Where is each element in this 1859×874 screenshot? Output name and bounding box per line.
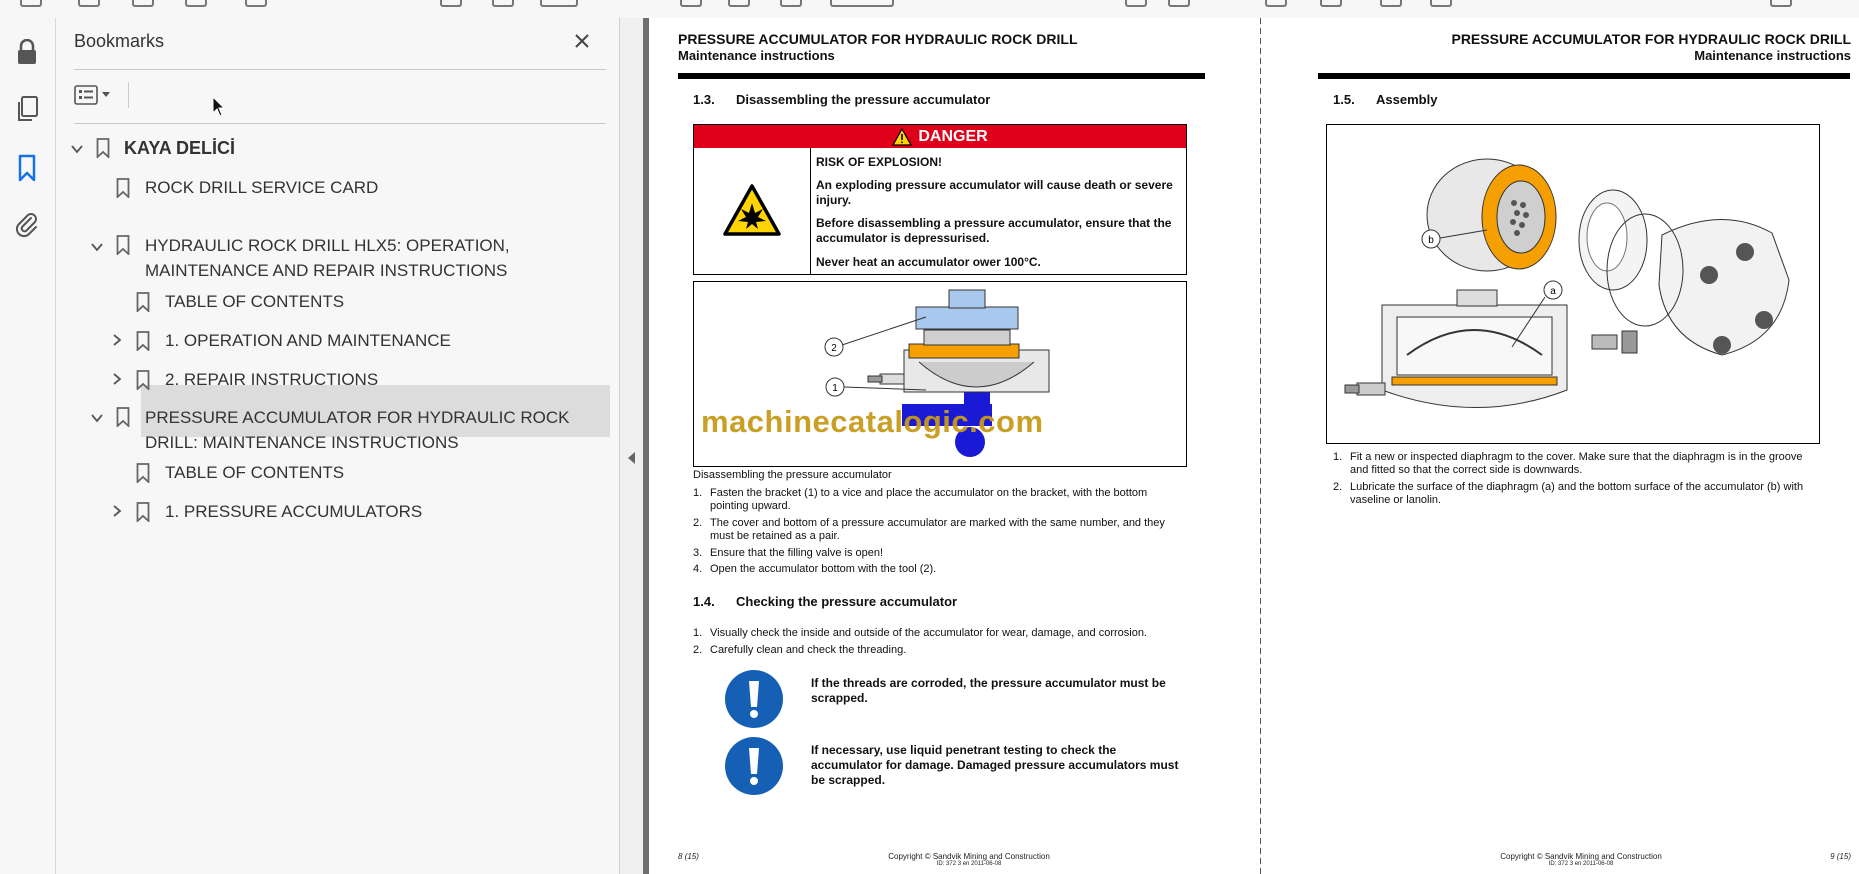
zoom-in-icon[interactable] — [780, 0, 802, 7]
options-button[interactable] — [74, 80, 120, 110]
bookmark-item[interactable]: 2. REPAIR INSTRUCTIONS — [165, 370, 379, 389]
list-item — [1333, 481, 1823, 507]
comment-icon[interactable] — [1125, 0, 1147, 7]
star-icon[interactable] — [78, 0, 100, 7]
page-header-subtitle: Maintenance instructions — [1694, 48, 1851, 63]
list-item — [693, 517, 1185, 543]
danger-line: Before disassembling a pressure accumulator, ensure that the accumulator is depressurised. — [816, 216, 1172, 245]
print-icon[interactable] — [132, 0, 154, 7]
more-tools-icon[interactable] — [1380, 0, 1402, 7]
figure-assembly — [1326, 124, 1820, 444]
danger-line: Never heat an accumulator ower 100°C. — [816, 255, 1041, 269]
bookmark-flag-icon — [136, 292, 150, 312]
danger-label: DANGER — [918, 127, 988, 145]
list-text: Fasten the bracket (1) to a vice and place the accumulator on the bracket, with the bottom pointing upward. — [710, 487, 1148, 512]
divider — [128, 82, 129, 108]
list-text: Fit a new or inspected diaphragm to the cover. Make sure that the diaphragm is in the groove and fitted so that the correct side is downwards. — [1350, 451, 1803, 476]
footer-copyright: Copyright © Sandvik Mining and Construction — [888, 852, 1050, 861]
bookmark-flag-icon — [136, 370, 150, 390]
bookmark-flag-icon — [116, 178, 130, 198]
bookmark-item[interactable]: 1. OPERATION AND MAINTENANCE — [165, 331, 451, 350]
divider — [74, 123, 606, 124]
left-rail — [0, 18, 56, 874]
bookmark-item[interactable]: HYDRAULIC ROCK DRILL HLX5: OPERATION, MAINTENANCE AND REPAIR INSTRUCTIONS — [145, 236, 510, 280]
window-icon[interactable] — [1770, 0, 1792, 7]
section-number: 1.4. — [693, 594, 715, 609]
page-header-title: PRESSURE ACCUMULATOR FOR HYDRAULIC ROCK DRILL — [1451, 31, 1851, 47]
bookmark-flag-icon — [116, 407, 130, 427]
page-header-subtitle: Maintenance instructions — [678, 48, 835, 63]
section-title: Disassembling the pressure accumulator — [736, 92, 991, 107]
bookmark-flag-icon — [136, 502, 150, 522]
callout-label: a — [1550, 286, 1556, 297]
header-rule — [1318, 73, 1850, 79]
section-number: 1.5. — [1333, 92, 1355, 107]
danger-line: RISK OF EXPLOSION! — [816, 155, 943, 169]
chevron-right-icon[interactable] — [110, 333, 124, 347]
list-item — [693, 547, 1185, 560]
page-header-title: PRESSURE ACCUMULATOR FOR HYDRAULIC ROCK DRILL — [678, 31, 1078, 47]
bookmark-flag-icon — [136, 463, 150, 483]
save-icon[interactable] — [185, 0, 207, 7]
paperclip-icon[interactable] — [13, 210, 41, 238]
note-text: If necessary, use liquid penetrant testing to check the accumulator for damage. Damaged pressure accumulators must be scrapped. — [811, 743, 1179, 787]
header-rule — [678, 73, 1205, 79]
chevron-right-icon[interactable] — [110, 504, 124, 518]
bookmark-icon[interactable] — [13, 154, 41, 182]
section-number: 1.3. — [693, 92, 715, 107]
list-text: Carefully clean and check the threading. — [710, 644, 907, 656]
bookmark-item[interactable]: 1. PRESSURE ACCUMULATORS — [165, 502, 423, 521]
search-icon[interactable] — [245, 0, 267, 7]
chevron-down-icon[interactable] — [90, 411, 104, 425]
list-number: 3. — [693, 547, 703, 559]
nav-down-icon[interactable] — [492, 0, 514, 7]
lock-icon[interactable] — [13, 38, 41, 66]
footer-id: ID: 372 3 en 2011-06-08 — [1548, 861, 1614, 867]
figure-caption: Disassembling the pressure accumulator — [693, 469, 892, 481]
nav-up-icon[interactable] — [440, 0, 462, 7]
section-title: Checking the pressure accumulator — [736, 594, 958, 609]
chevron-down-icon[interactable] — [70, 142, 84, 156]
page-number: 9 (15) — [1830, 852, 1851, 861]
fill-sign-icon[interactable] — [1265, 0, 1287, 7]
footer-copyright: Copyright © Sandvik Mining and Construction — [1500, 852, 1662, 861]
page-number: 8 (15) — [678, 852, 699, 861]
list-number: 1. — [1333, 451, 1343, 463]
danger-header — [694, 125, 1186, 148]
list-text: Ensure that the filling valve is open! — [710, 547, 884, 559]
list-item — [693, 563, 1185, 576]
options-icon — [74, 85, 98, 105]
callout-label: b — [1428, 235, 1434, 246]
toolbar-icon[interactable] — [20, 0, 42, 7]
accumulator-assembly-drawing — [1327, 125, 1819, 443]
mandatory-action-icon — [725, 670, 783, 728]
bookmark-flag-icon — [136, 331, 150, 351]
list-number: 4. — [693, 563, 703, 575]
page-input[interactable] — [540, 0, 578, 7]
draw-icon[interactable] — [1168, 0, 1190, 7]
danger-separator — [810, 148, 811, 274]
list-number: 1. — [693, 487, 703, 499]
watermark: machinecatalogic.com — [701, 404, 1044, 439]
warning-icon — [892, 128, 912, 146]
zoom-field[interactable] — [830, 0, 894, 7]
bookmark-flag-icon — [116, 235, 130, 255]
bookmark-item[interactable]: TABLE OF CONTENTS — [165, 463, 345, 482]
explosion-warning-icon — [722, 183, 782, 237]
zoom-out-icon[interactable] — [728, 0, 750, 7]
chevron-right-icon[interactable] — [110, 372, 124, 386]
divider — [74, 69, 606, 70]
list-text: Lubricate the surface of the diaphragm (a) and the bottom surface of the accumulator (b) with vaseline or lanolin. — [1350, 481, 1804, 506]
collapse-panel-icon[interactable] — [628, 452, 636, 464]
document-page-8 — [649, 18, 1260, 874]
footer-id: ID: 372 3 en 2011-06-08 — [936, 861, 1002, 867]
list-item — [693, 644, 1185, 657]
toolbar-strip — [0, 0, 1859, 19]
list-number: 2. — [693, 517, 703, 529]
share-icon[interactable] — [1320, 0, 1342, 7]
danger-box — [693, 124, 1187, 275]
list-number: 2. — [1333, 481, 1343, 493]
pages-icon[interactable] — [13, 95, 41, 123]
bookmarks-panel — [56, 18, 619, 874]
document-page-9 — [1261, 18, 1859, 874]
danger-line: An exploding pressure accumulator will cause death or severe injury. — [816, 178, 1173, 207]
list-item — [693, 487, 1185, 513]
list-item — [1333, 451, 1823, 477]
list-text: Open the accumulator bottom with the tool (2). — [710, 563, 937, 575]
list-number: 2. — [693, 644, 703, 656]
bookmark-flag-icon — [96, 138, 110, 158]
bookmark-item[interactable]: TABLE OF CONTENTS — [165, 292, 345, 311]
chevron-down-icon[interactable] — [90, 240, 104, 254]
note-text: If the threads are corroded, the pressure accumulator must be scrapped. — [811, 676, 1166, 705]
read-aloud-icon[interactable] — [1430, 0, 1452, 7]
panel-splitter[interactable] — [619, 18, 644, 874]
list-text: The cover and bottom of a pressure accumulator are marked with the same number, and they must be retained as a pair. — [710, 517, 1165, 542]
cursor-tool-icon[interactable] — [680, 0, 702, 7]
bookmark-item[interactable]: ROCK DRILL SERVICE CARD — [145, 178, 379, 197]
list-text: Visually check the inside and outside of the accumulator for wear, damage, and corrosion. — [710, 627, 1147, 639]
mouse-cursor-icon — [212, 96, 226, 118]
close-icon[interactable] — [569, 28, 595, 54]
list-item — [693, 627, 1185, 640]
list-number: 1. — [693, 627, 703, 639]
bookmark-item-selected[interactable]: PRESSURE ACCUMULATOR FOR HYDRAULIC ROCK DRILL: MAINTENANCE INSTRUCTIONS — [145, 408, 570, 452]
callout-label: 2 — [831, 343, 837, 354]
section-title: Assembly — [1376, 92, 1438, 107]
chevron-down-icon — [102, 92, 110, 98]
mandatory-action-icon — [725, 737, 783, 795]
panel-title: Bookmarks — [74, 31, 165, 51]
callout-label: 1 — [832, 383, 838, 394]
bookmark-item[interactable]: KAYA DELİCİ — [124, 138, 236, 158]
